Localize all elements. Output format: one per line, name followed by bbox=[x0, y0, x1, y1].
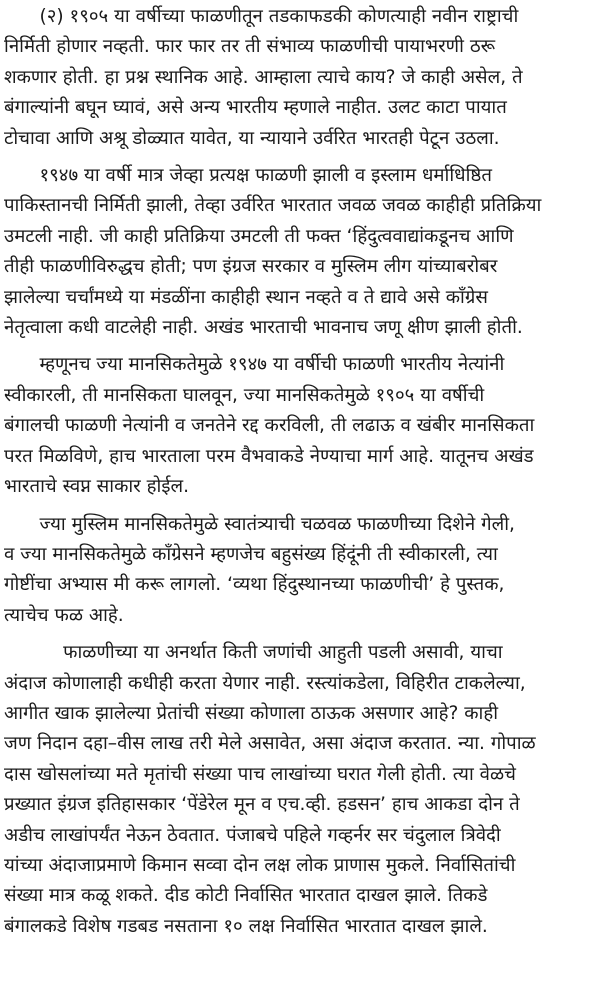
text-line: अंदाज कोणालाही कधीही करता येणार नाही. रस्त्यांकडेला, विहिरीत टाकलेल्या, bbox=[4, 672, 526, 694]
text-line: संख्या मात्र कळू शकते. दीड कोटी निर्वासित भारतात दाखल झाले. तिकडे bbox=[4, 885, 488, 907]
text-line: टोचावा आणि अश्रू डोळ्यात यावेत, या न्यायाने उर्वरित भारतही पेटून उठला. bbox=[4, 127, 500, 149]
text-line: १९४७ या वर्षी मात्र जेव्हा प्रत्यक्ष फाळणी झाली व इस्लाम धर्माधिष्ठित bbox=[4, 165, 492, 187]
text-line: म्हणूनच ज्या मानसिकतेमुळे १९४७ या वर्षीची फाळणी भारतीय नेत्यांनी bbox=[4, 354, 505, 376]
text-line: तीही फाळणीविरुद्धच होती; पण इंग्रज सरकार व मुस्लिम लीग यांच्याबरोबर bbox=[4, 256, 498, 278]
text-line: प्रख्यात इंग्रज इतिहासकार ‘पेंडेरेल मून व एच.व्ही. हडसन’ हाच आकडा दोन ते bbox=[4, 794, 520, 816]
paragraph-5 bbox=[4, 638, 594, 942]
text-line: गोष्टींचा अभ्यास मी करू लागलो. ‘व्यथा हिंदुस्थानच्या फाळणीची’ हे पुस्तक, bbox=[4, 574, 505, 596]
text-line: उमटली नाही. जी काही प्रतिक्रिया उमटली ती फक्त ‘हिंदुत्ववाद्यांकडूनच आणि bbox=[4, 225, 514, 247]
text-line: बंगालची फाळणी नेत्यांनी व जनतेने रद्द करविली, ती लढाऊ व खंबीर मानसिकता bbox=[4, 415, 535, 437]
paragraph-3 bbox=[4, 350, 594, 502]
text-line: आगीत खाक झालेल्या प्रेतांची संख्या कोणाला ठाऊक असणार आहे? काही bbox=[4, 702, 499, 724]
text-line: नेतृत्वाला कधी वाटलेही नाही. अखंड भारताची भावनाच जणू क्षीण झाली होती. bbox=[4, 317, 523, 339]
text-line: ज्या मुस्लिम मानसिकतेमुळे स्वातंत्र्याची चळवळ फाळणीच्या दिशेने गेली, bbox=[4, 513, 515, 535]
text-line: बंगालकडे विशेष गडबड नसताना १० लक्ष निर्वासित भारतात दाखल झाले. bbox=[4, 915, 488, 937]
paragraph-1 bbox=[4, 0, 594, 154]
text-line: परत मिळविणे, हाच भारताला परम वैभवाकडे नेण्याचा मार्ग आहे. यातूनच अखंड bbox=[4, 445, 534, 467]
text-line: बंगाल्यांनी बघून घ्यावं, असे अन्य भारतीय म्हणाले नाहीत. उलट काटा पायात bbox=[4, 97, 507, 119]
text-line: पाकिस्तानची निर्मिती झाली, तेव्हा उर्वरित भारतात जवळ जवळ काहीही प्रतिक्रिया bbox=[4, 195, 542, 217]
text-line: शकणार होती. हा प्रश्न स्थानिक आहे. आम्हाला त्याचे काय? जे काही असेल, ते bbox=[4, 66, 523, 88]
paragraph-2 bbox=[4, 161, 594, 343]
text-line: फाळणीच्या या अनर्थात किती जणांची आहुती पडली असावी, याचा bbox=[4, 642, 503, 664]
text-line: झालेल्या चर्चांमध्ये या मंडळींना काहीही स्थान नव्हते व ते द्यावे असे काँग्रेस bbox=[4, 286, 488, 308]
text-line: निर्मिती होणार नव्हती. फार फार तर ती संभाव्य फाळणीची पायाभरणी ठरू bbox=[4, 36, 496, 58]
text-line: स्वीकारली, ती मानसिकता घालवून, ज्या मानसिकतेमुळे १९०५ या वर्षीची bbox=[4, 384, 485, 406]
text-line: दास खोसलांच्या मते मृतांची संख्या पाच लाखांच्या घरात गेली होती. त्या वेळचे bbox=[4, 763, 516, 785]
text-line: व ज्या मानसिकतेमुळे काँग्रेसने म्हणजेच बहुसंख्य हिंदूंनी ती स्वीकारली, त्या bbox=[4, 543, 498, 565]
text-line: त्याचेच फळ आहे. bbox=[4, 604, 124, 626]
text-line: यांच्या अंदाजाप्रमाणे किमान सव्वा दोन लक्ष लोक प्राणास मुकले. निर्वासितांची bbox=[4, 854, 516, 876]
paragraph-4 bbox=[4, 510, 594, 632]
text-line: भारताचे स्वप्न साकार होईल. bbox=[4, 476, 190, 498]
text-line: जण निदान दहा–वीस लाख तरी मेले असावेत, असा अंदाज करतात. न्या. गोपाळ bbox=[4, 733, 536, 755]
text-line: (२) १९०५ या वर्षीच्या फाळणीतून तडकाफडकी कोणत्याही नवीन राष्ट्राची bbox=[4, 6, 519, 27]
document-page bbox=[4, 0, 594, 998]
text-line: अडीच लाखांपर्यंत नेऊन ठेवतात. पंजाबचे पहिले गव्हर्नर सर चंदुलाल त्रिवेदी bbox=[4, 824, 501, 846]
